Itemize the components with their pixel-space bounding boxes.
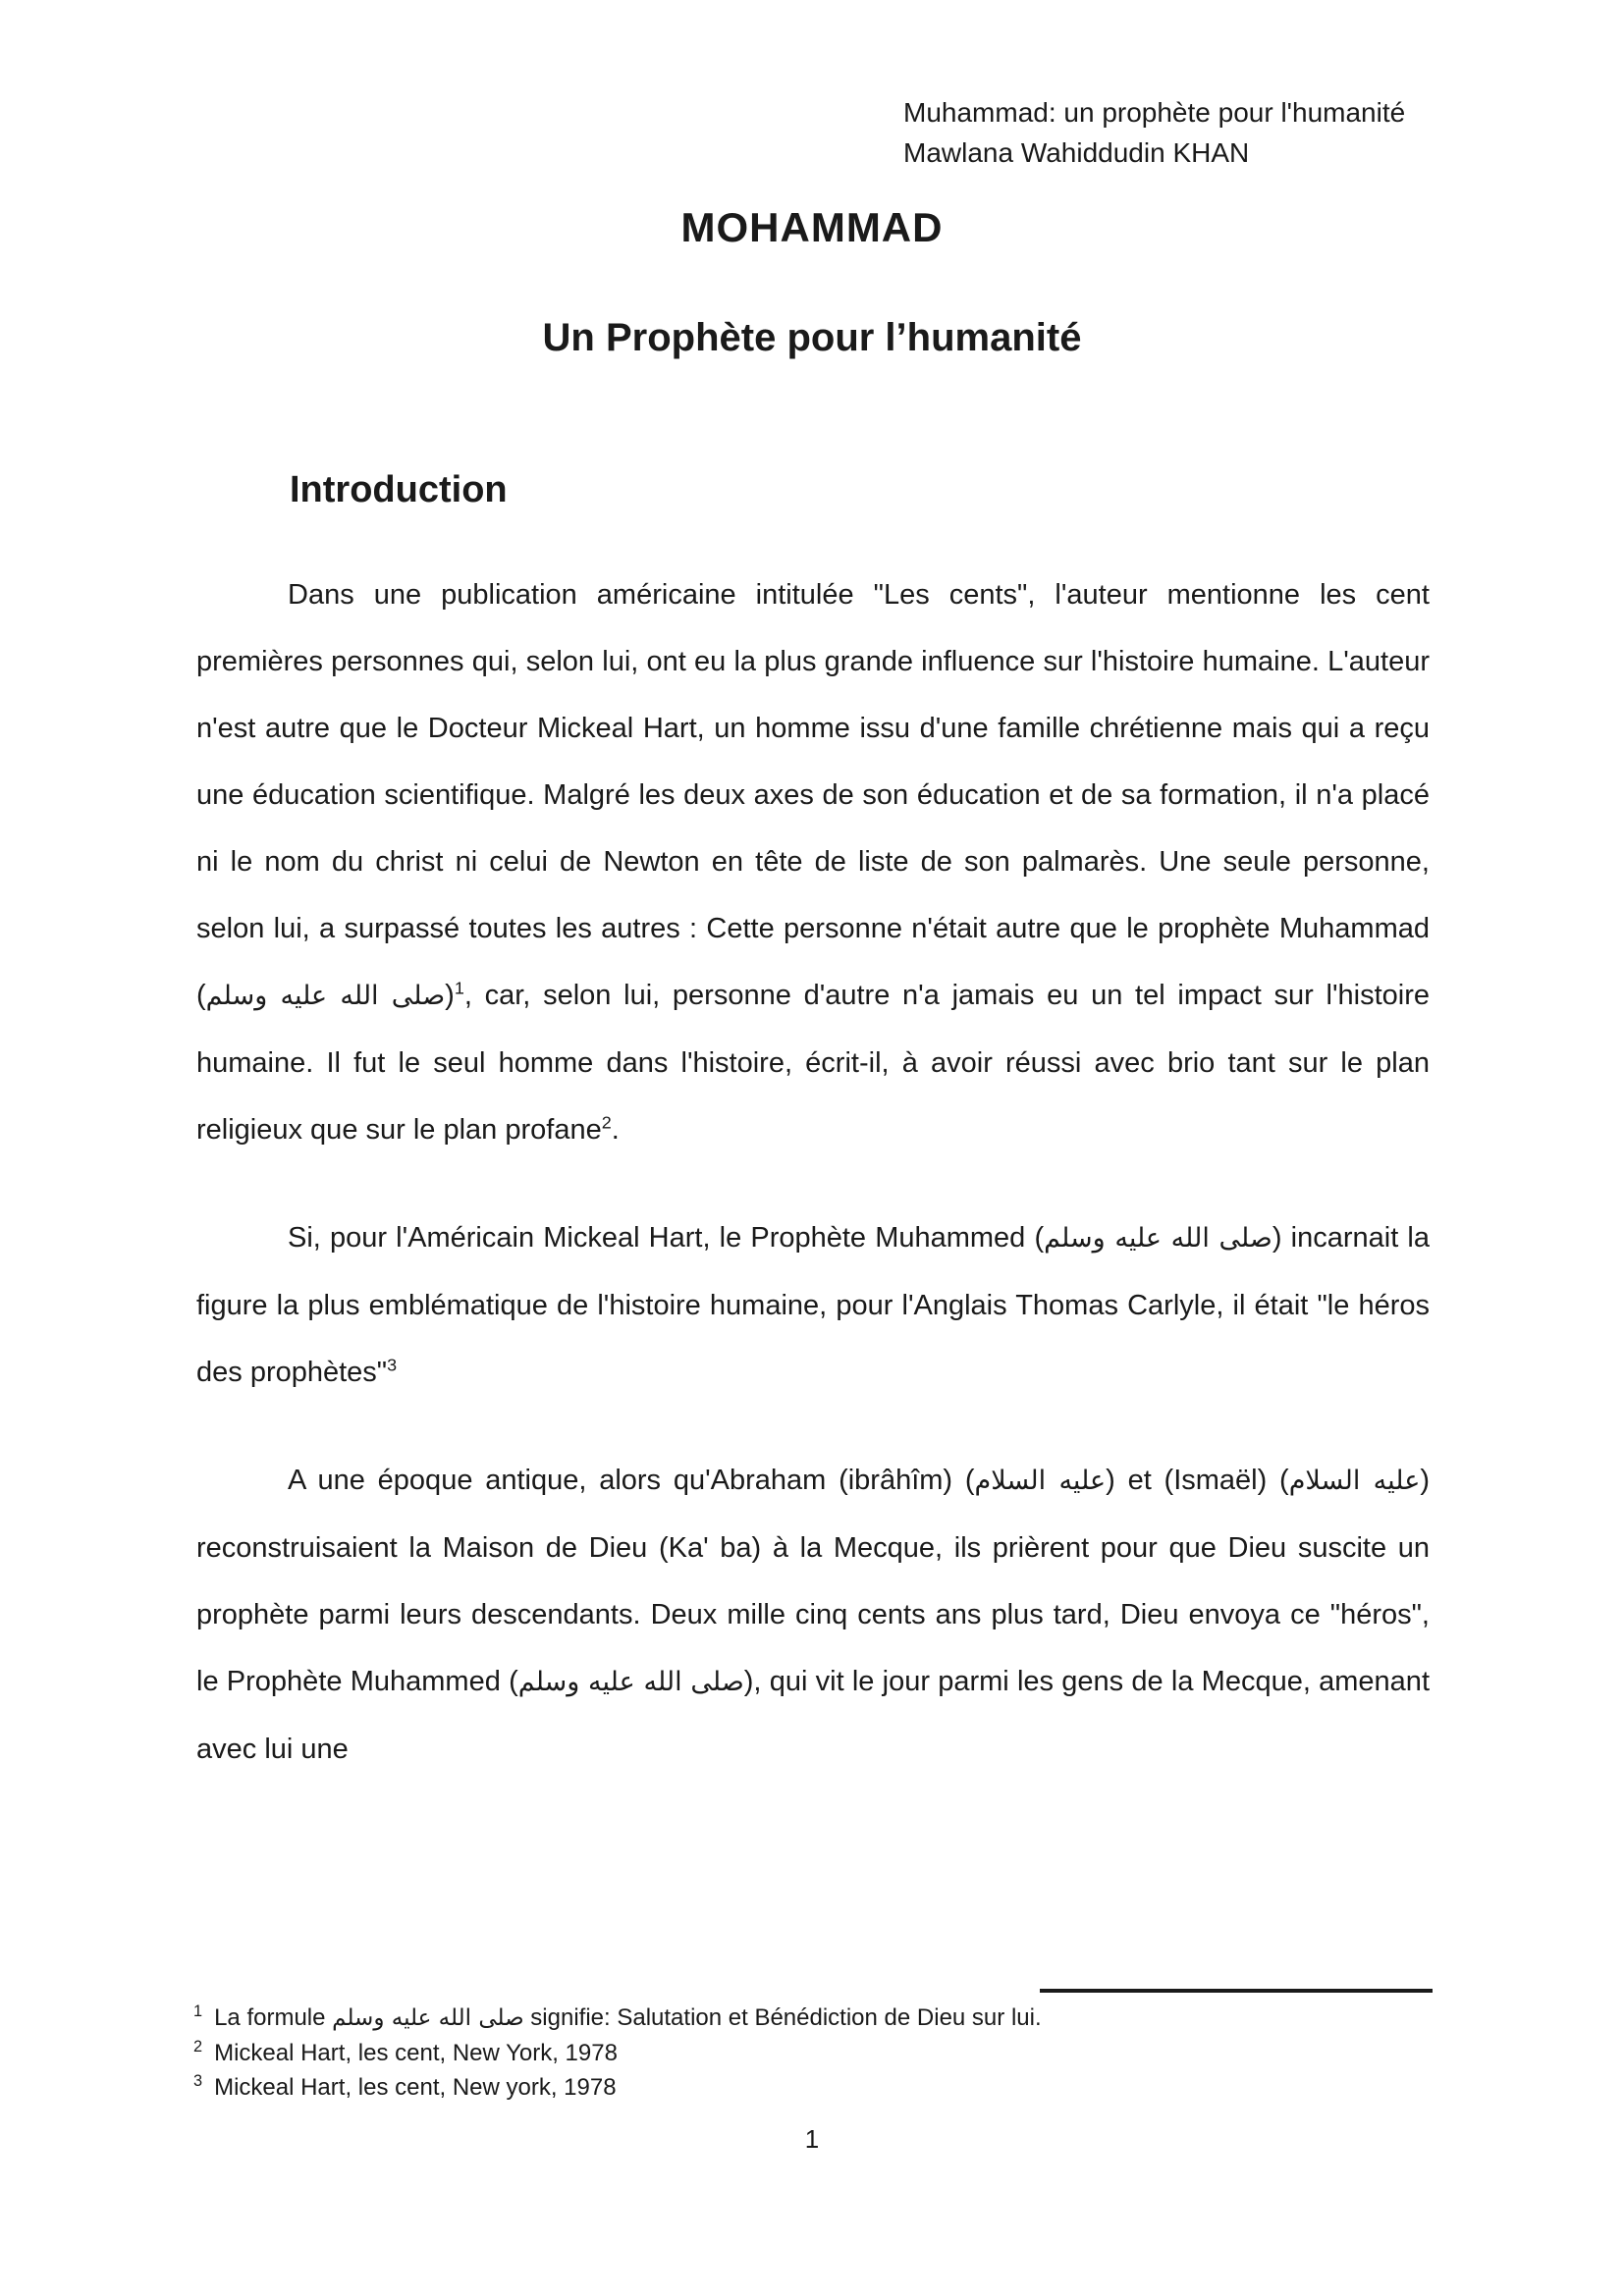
arabic-phrase: صلى الله عليه وسلم xyxy=(332,2005,524,2031)
footnote-marker: 3 xyxy=(193,2072,203,2090)
header-author: Mawlana Wahiddudin KHAN xyxy=(903,137,1250,168)
footnote-reference: 2 xyxy=(601,1112,612,1133)
body-paragraph xyxy=(196,1204,1430,1406)
page-number: 1 xyxy=(804,2124,820,2154)
document-subtitle: Un Prophète pour l’humanité xyxy=(542,316,1082,359)
text-run: ), qui vit le jour parmi les gens de la Mecque, amenant avec lui une xyxy=(196,1666,1430,1765)
arabic-phrase: عليه السلام xyxy=(974,1466,1107,1496)
text-run: ) reconstruisaient la Maison de Dieu (Ka' ba) à la Mecque, ils prièrent pour que Dieu suscite un prophète parmi leurs descendants. Deux mille cinq cents ans plus tard, Dieu envoya ce "héros", le Prophète Muhammed ( xyxy=(196,1465,1430,1697)
arabic-phrase: عليه السلام xyxy=(1288,1466,1421,1496)
text-run: ) xyxy=(445,980,455,1011)
arabic-phrase: صلى الله عليه وسلم xyxy=(205,981,446,1011)
footnote xyxy=(193,2001,1440,2036)
header-book-title: Muhammad: un prophète pour l'humanité xyxy=(903,97,1406,128)
text-run: Dans une publication américaine intitulée "Les cents", l'auteur mentionne les cent premières personnes qui, selon lui, ont eu la plus grande influence sur l'histoire humaine. L'auteur n'est autre que le Docteur Mickeal Hart, un homme issu d'une famille chrétienne mais qui a reçu une éducation scientifique. Malgré les deux axes de son éducation et de sa formation, il n'a placé ni le nom du christ ni celui de Newton en tête de liste de son palmarès. Une seule personne, selon lui, a surpassé toutes les autres : Cette personne n'était autre que le prophète Muhammad ( xyxy=(196,579,1430,1011)
text-run: , car, selon lui, personne d'autre n'a jamais eu un tel impact sur l'histoire humaine. Il fut le seul homme dans l'histoire, écrit-il, à avoir réussi avec brio tant sur le plan religieux que sur le plan profane xyxy=(196,980,1430,1146)
footnote-reference: 3 xyxy=(387,1355,398,1375)
footnote-separator-line xyxy=(1040,1989,1433,1993)
body-text xyxy=(196,561,1430,1824)
text-run: ) incarnait la figure la plus emblématique de l'histoire humaine, pour l'Anglais Thomas Carlyle, il était "le héros des prophètes" xyxy=(196,1222,1430,1388)
footnote-marker: 1 xyxy=(193,2002,203,2020)
footnote xyxy=(193,2036,1440,2070)
footnote-reference: 1 xyxy=(454,978,464,998)
footnote xyxy=(193,2070,1440,2105)
footnote-marker: 2 xyxy=(193,2038,203,2056)
text-run: Mickeal Hart, les cent, New york, 1978 xyxy=(214,2074,617,2101)
body-paragraph xyxy=(196,561,1430,1163)
section-heading-introduction: Introduction xyxy=(290,469,508,510)
body-paragraph xyxy=(196,1447,1430,1783)
text-run: La formule xyxy=(214,2004,333,2031)
footnotes xyxy=(193,2001,1440,2105)
arabic-phrase: صلى الله عليه وسلم xyxy=(1044,1223,1272,1254)
text-run: ) et (Ismaël) ( xyxy=(1106,1465,1289,1496)
arabic-phrase: صلى الله عليه وسلم xyxy=(517,1667,744,1697)
text-run: . xyxy=(611,1114,620,1146)
running-header xyxy=(903,92,1405,173)
text-run: Mickeal Hart, les cent, New York, 1978 xyxy=(214,2040,618,2066)
text-run: A une époque antique, alors qu'Abraham (ibrâhîm) ( xyxy=(288,1465,975,1496)
text-run: Si, pour l'Américain Mickeal Hart, le Prophète Muhammed ( xyxy=(288,1222,1045,1254)
text-run: signifie: Salutation et Bénédiction de Dieu sur lui. xyxy=(523,2004,1042,2031)
document-title: MOHAMMAD xyxy=(680,204,944,250)
